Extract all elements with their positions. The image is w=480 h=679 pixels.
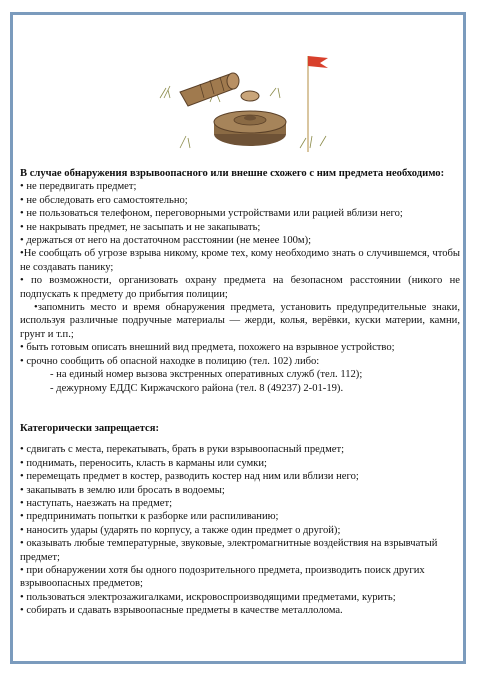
safety-instructions	[20, 167, 460, 618]
list-item: • предпринимать попытки к разборке или распиливанию;	[20, 511, 279, 523]
list-item: • наносить удары (ударять по корпусу, а также один предмет о другой);	[20, 524, 341, 536]
list-item: • наступать, наезжать на предмет;	[20, 497, 173, 509]
list-item: • держаться от него на достаточном расстоянии (не менее 100м);	[20, 235, 312, 247]
list-item: • быть готовым описать внешний вид предмета, похожего на взрывное устройство;	[20, 342, 395, 354]
sub-list-item: - на единый номер вызова экстренных оперативных служб (тел. 112);	[50, 369, 363, 381]
list-item: • не передвигать предмет;	[20, 181, 137, 193]
list-item: • оказывать любые температурные, звуковые, электромагнитные воздействия на взрывчатый предмет;	[20, 538, 438, 563]
list-item: • сдвигать с места, перекатывать, брать в руки взрывоопасный предмет;	[20, 444, 345, 456]
list-item: • закапывать в землю или бросать в водоемы;	[20, 484, 225, 496]
section1-heading: В случае обнаружения взрывоопасного или внешне схожего с ним предмета необходимо:	[20, 168, 445, 179]
list-item: •Не сообщать об угрозе взрыва никому, кроме тех, кому необходимо знать о случившемся, чтобы не создавать панику;	[20, 248, 460, 273]
list-item: • перемещать предмет в костер, разводить костер над ним или вблизи него;	[20, 471, 359, 483]
list-item: • при обнаружении хотя бы одного подозрительного предмета, производить поиск других взрывоопасных предметов;	[20, 564, 425, 590]
list-item: • не обследовать его самостоятельно;	[20, 194, 188, 206]
list-item: • не накрывать предмет, не засыпать и не закапывать;	[20, 221, 261, 233]
mine-icon	[214, 111, 286, 146]
list-item: • собирать и сдавать взрывоопасные предметы в качестве металлолома.	[20, 605, 343, 617]
list-item: • по возможности, организовать охрану предмета на безопасном расстоянии (никого не подпускать к предмету до прибытия полиции;	[20, 275, 460, 300]
list-item: • не пользоваться телефоном, переговорными устройствами или рацией вблизи него;	[20, 208, 403, 220]
list-item: •запомнить место и время обнаружения предмета, установить предупредительные знаки, используя различные подручные материалы — жерди, колья, верёвки, куски материи, камни, грунт и т.п.;	[20, 302, 460, 340]
section2-heading: Категорически запрещается:	[20, 422, 160, 434]
list-item: • пользоваться электрозажигалками, искровоспроизводящими предметами, курить;	[20, 591, 396, 603]
sub-list-item: - дежурному ЕДДС Киржачского района (тел. 8 (49237) 2-01-19).	[50, 382, 344, 394]
explosive-objects-illustration	[150, 36, 350, 156]
list-item: • срочно сообщить об опасной находке в полицию (тел. 102) либо:	[20, 355, 320, 367]
list-item: • поднимать, переносить, класть в карманы или сумки;	[20, 457, 267, 469]
